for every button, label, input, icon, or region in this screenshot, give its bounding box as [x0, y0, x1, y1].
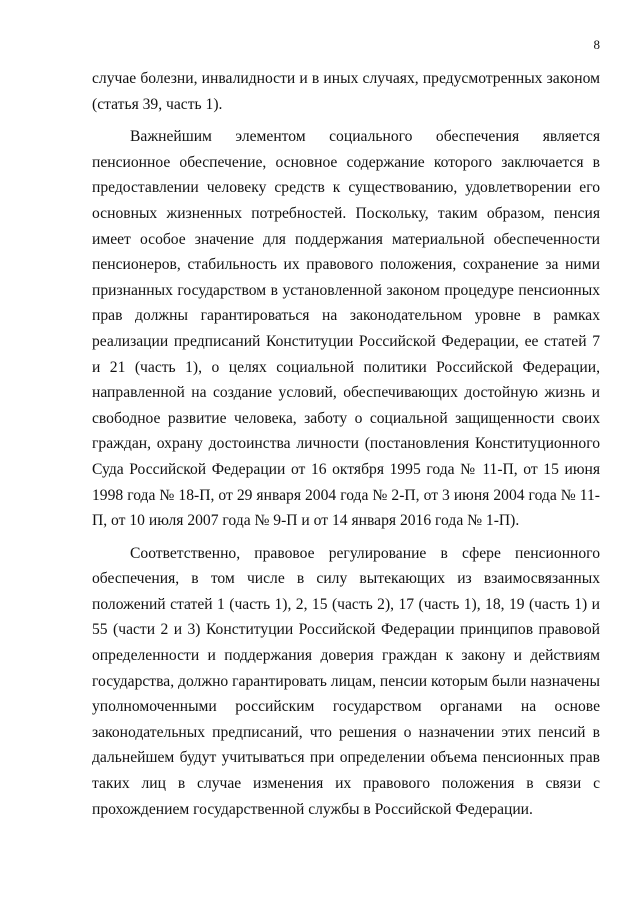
document-body [92, 66, 600, 822]
paragraph-pension-provision: Важнейшим элементом социального обеспечения является пенсионное обеспечение, основное содержание которого заключается в предоставлении человеку средств к существованию, удовлетворении его основных жизненных потребностей. Поскольку, таким образом, пенсия имеет особое значение для поддержания материальной обеспеченности пенсионеров, стабильность их правового положения, сохранение за ними признанных государством в установленной законом процедуре пенсионных прав должны гарантироваться на законодательном уровне в рамках реализации предписаний Конституции Российской Федерации, ее статей 7 и 21 (часть 1), о целях социальной политики Российской Федерации, направленной на создание условий, обеспечивающих достойную жизнь и свободное развитие человека, заботу о социальной защищенности своих граждан, охрану достоинства личности (постановления Конституционного Суда Российской Федерации от 16 октября 1995 года № 11-П, от 15 июня 1998 года № 18-П, от 29 января 2004 года № 2-П, от 3 июня 2004 года № 11-П, от 10 июля 2007 года № 9-П и от 14 января 2016 года № 1-П). [92, 128, 600, 530]
paragraph-continuation: случае болезни, инвалидности и в иных случаях, предусмотренных законом (статья 39, часть 1). [92, 70, 600, 113]
paragraph-legal-regulation: Соответственно, правовое регулирование в сфере пенсионного обеспечения, в том числе в силу вытекающих из взаимосвязанных положений статей 1 (часть 1), 2, 15 (часть 2), 17 (часть 1), 18, 19 (часть 1) и 55 (части 2 и 3) Конституции Российской Федерации принципов правовой определенности и поддержания доверия граждан к закону и действиям государства, должно гарантировать лицам, пенсии которым были назначены уполномоченными российским государством органами на основе законодательных предписаний, что решения о назначении этих пенсий в дальнейшем будут учитываться при определении объема пенсионных прав таких лиц в случае изменения их правового положения в связи с прохождением государственной службы в Российской Федерации. [92, 544, 600, 818]
page-number: 8 [593, 37, 600, 52]
